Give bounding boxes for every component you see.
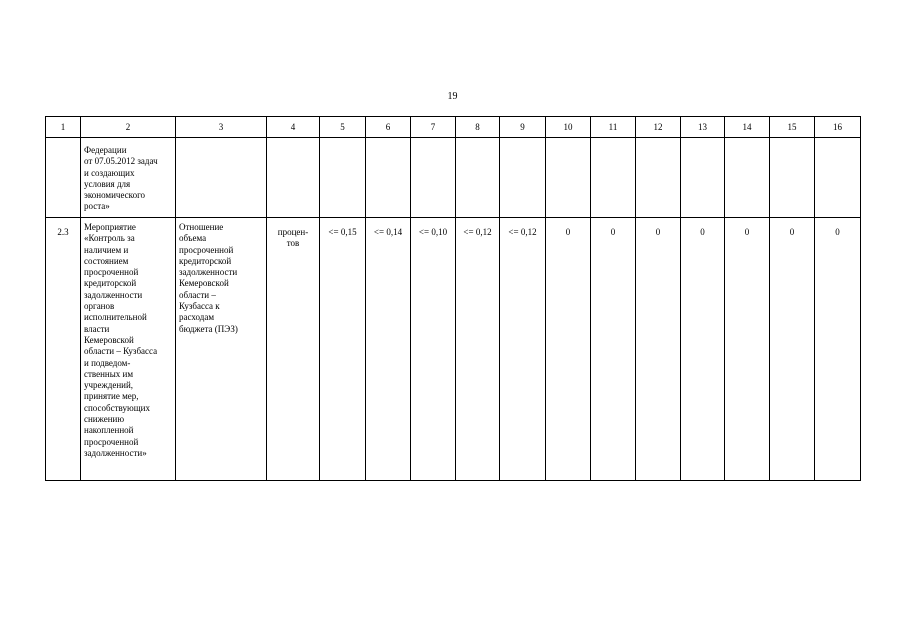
activity-cell [81,218,176,481]
header-cell: 3 [176,117,267,138]
header-cell: 16 [815,117,861,138]
value-cell [681,218,725,481]
text-line: Отношение [179,222,224,232]
text-line: роста» [84,201,110,212]
table-cell [636,138,681,218]
header-cell: 5 [320,117,366,138]
text-line: области – Кузбасса [84,346,158,357]
text-line: объема [179,233,207,244]
indicator-table [45,116,861,481]
text-line: накопленной [84,425,134,436]
table-cell [546,138,591,218]
text-line: Кемеровской [179,278,229,289]
text-line: ственных им [84,368,134,379]
value-text: 0 [610,227,616,237]
text-line: Кузбасса к [179,301,220,312]
row-number-cell [46,218,81,481]
value-text: 0 [744,227,750,237]
value-cell [815,218,861,481]
table-cell [815,138,861,218]
text-line: наличием и [84,244,129,255]
value-cell [320,218,366,481]
text-line: кредиторской [179,255,232,266]
text-line: задолженности [179,267,238,278]
unit-cell [267,218,320,481]
text-line: условия для [84,178,131,189]
continuation-text-cell [81,138,176,218]
header-cell: 9 [500,117,546,138]
header-cell: 8 [456,117,500,138]
text-line: расходам [179,312,215,323]
text-line: просроченной [84,267,139,278]
value-cell [366,218,411,481]
indicator-cell [176,218,267,481]
value-cell [411,218,456,481]
table-row-continuation [46,138,861,218]
row-number: 2.3 [57,227,69,237]
text-line: способствующих [84,402,150,413]
table-cell [681,138,725,218]
table-cell [267,138,320,218]
text-line: задолженности [84,289,143,300]
header-cell: 4 [267,117,320,138]
value-cell [500,218,546,481]
header-cell: 13 [681,117,725,138]
table-cell [320,138,366,218]
value-text: 0 [655,227,661,237]
value-text: 0 [789,227,795,237]
text-line: «Контроль за [84,233,135,244]
text-line: Мероприятие [84,222,136,232]
text-line: Федерации [84,145,127,155]
text-line: задолженности» [84,447,147,458]
text-line: учреждений, [84,380,134,391]
value-text: 0 [700,227,705,237]
value-text: <= 0,15 [328,227,357,237]
value-cell [725,218,770,481]
text-line: снижению [84,414,125,425]
value-text: 0 [835,227,840,237]
text-line: просроченной [84,436,139,447]
header-cell: 1 [46,117,81,138]
table-cell [46,138,81,218]
text-line: бюджета (ПЭЗ) [179,323,238,334]
value-text: <= 0,10 [418,227,448,237]
value-cell [591,218,636,481]
text-line: исполнительной [84,312,147,323]
text-line: состоянием [84,255,129,266]
value-text: <= 0,12 [508,227,537,237]
text-line: экономического [84,190,146,201]
header-cell: 6 [366,117,411,138]
header-cell: 11 [591,117,636,138]
value-text: 0 [565,227,571,237]
table-cell [725,138,770,218]
text-line: области – [179,289,216,300]
table-row-2-3 [46,218,861,481]
header-cell: 12 [636,117,681,138]
header-cell: 2 [81,117,176,138]
page-number: 19 [447,91,458,102]
header-cell: 15 [770,117,815,138]
value-cell [456,218,500,481]
table-cell [770,138,815,218]
table-header-row [46,117,861,138]
table-cell [500,138,546,218]
value-text: <= 0,12 [463,227,492,237]
header-cell: 7 [411,117,456,138]
value-cell [770,218,815,481]
text-line: кредиторской [84,278,137,289]
text-line: Кемеровской [84,334,134,345]
table-cell [366,138,411,218]
value-text: <= 0,14 [373,227,403,237]
value-cell [546,218,591,481]
value-cell [636,218,681,481]
text-line: процен- [277,227,309,237]
header-cell: 10 [546,117,591,138]
table-cell [411,138,456,218]
text-line: от 07.05.2012 задач [84,156,158,167]
text-line: тов [286,238,300,249]
text-line: органов [84,301,115,312]
text-line: просроченной [179,244,234,255]
table-cell [176,138,267,218]
text-line: принятие мер, [84,391,139,402]
table-cell [591,138,636,218]
table-cell [456,138,500,218]
text-line: и создающих [84,167,135,178]
text-line: и подведом- [84,357,131,368]
header-cell: 14 [725,117,770,138]
text-line: власти [84,323,110,334]
